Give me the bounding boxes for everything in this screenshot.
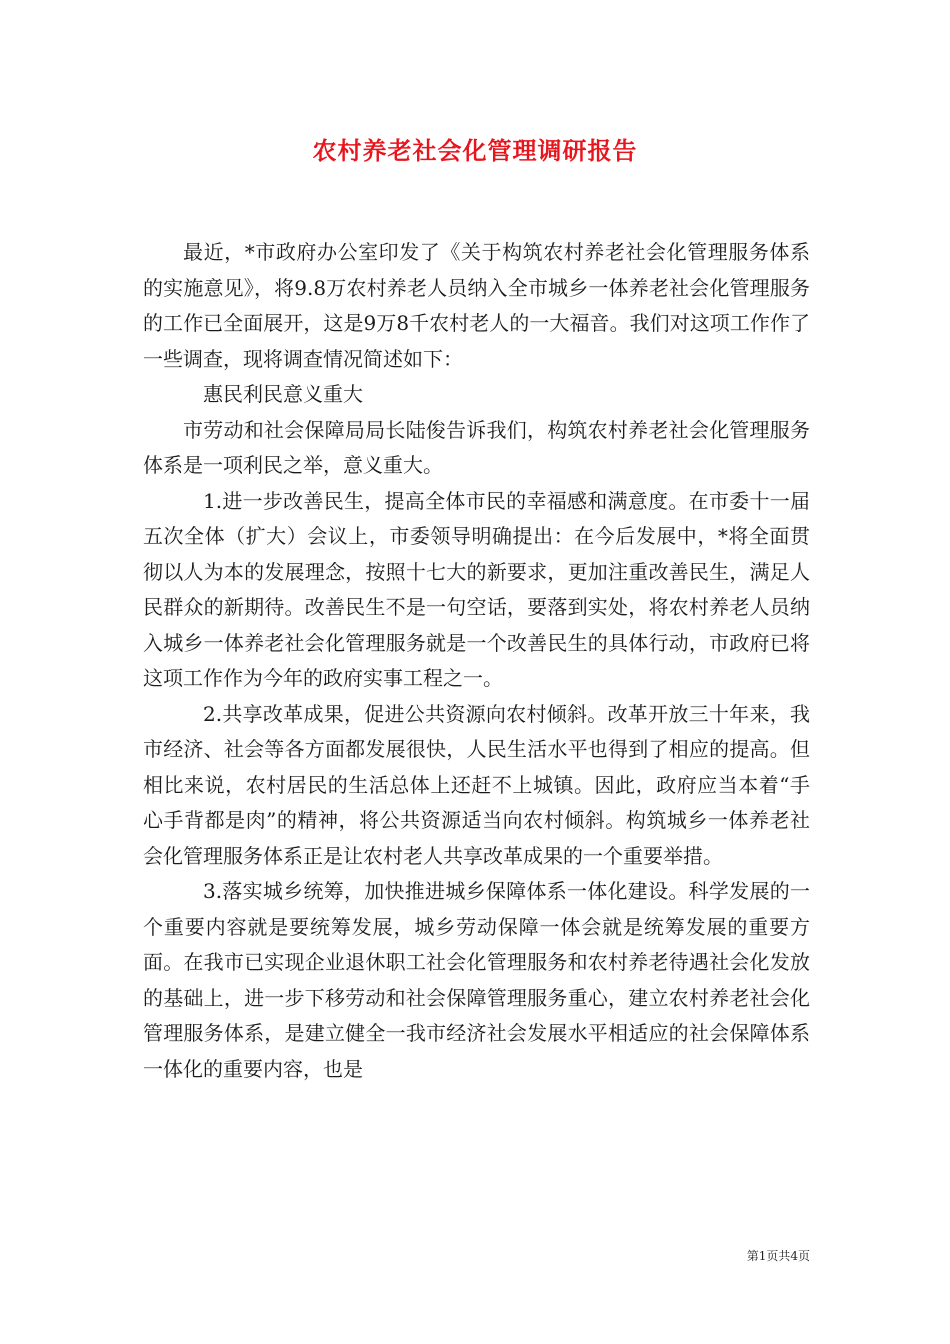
list-item-3: 3.落实城乡统筹，加快推进城乡保障体系一体化建设。科学发展的一个重要内容就是要统筹发展，城乡劳动保障一体会就是统筹发展的重要方面。在我市已实现企业退休职工社会化管理服务和农村养老待遇社会化发放的基础上，进一步下移劳动和社会保障管理服务重心，建立农村养老社会化管理服务体系，是建立健全一我市经济社会发展水平相适应的社会保障体系一体化的重要内容，也是 — [143, 879, 810, 1081]
list-item-2: 2.共享改革成果，促进公共资源向农村倾斜。改革开放三十年来，我市经济、社会等各方面都发展很快，人民生活水平也得到了相应的提高。但相比来说，农村居民的生活总体上还赶不上城镇。因此，政府应当本着“手心手背都是肉”的精神，将公共资源适当向农村倾斜。构筑城乡一体养老社会化管理服务体系正是让农村老人共享改革成果的一个重要举措。 — [143, 701, 810, 868]
paragraph-director-quote: 市劳动和社会保障局局长陆俊告诉我们，构筑农村养老社会化管理服务体系是一项利民之举，意义重大。 — [143, 417, 810, 477]
page-number: 第1页共4页 — [746, 1249, 810, 1263]
list-item-1: 1.进一步改善民生，提高全体市民的幸福感和满意度。在市委十一届五次全体（扩大）会议上，市委领导明确提出：在今后发展中，*将全面贯彻以人为本的发展理念，按照十七大的新要求，更加注重改善民生，满足人民群众的新期待。改善民生不是一句空话，要落到实处，将农村养老人员纳入城乡一体养老社会化管理服务就是一个改善民生的具体行动，市政府已将这项工作作为今年的政府实事工程之一。 — [143, 488, 810, 690]
paragraph-intro: 最近，*市政府办公室印发了《关于构筑农村养老社会化管理服务体系的实施意见》，将9.8万农村养老人员纳入全市城乡一体养老社会化管理服务的工作已全面展开，这是9万8千农村老人的一大福音。我们对这项工作作了一些调查，现将调查情况简述如下： — [143, 240, 810, 371]
section-heading: 惠民利民意义重大 — [203, 382, 363, 406]
document-body — [143, 235, 810, 1087]
document-title: 农村养老社会化管理调研报告 — [312, 136, 638, 165]
